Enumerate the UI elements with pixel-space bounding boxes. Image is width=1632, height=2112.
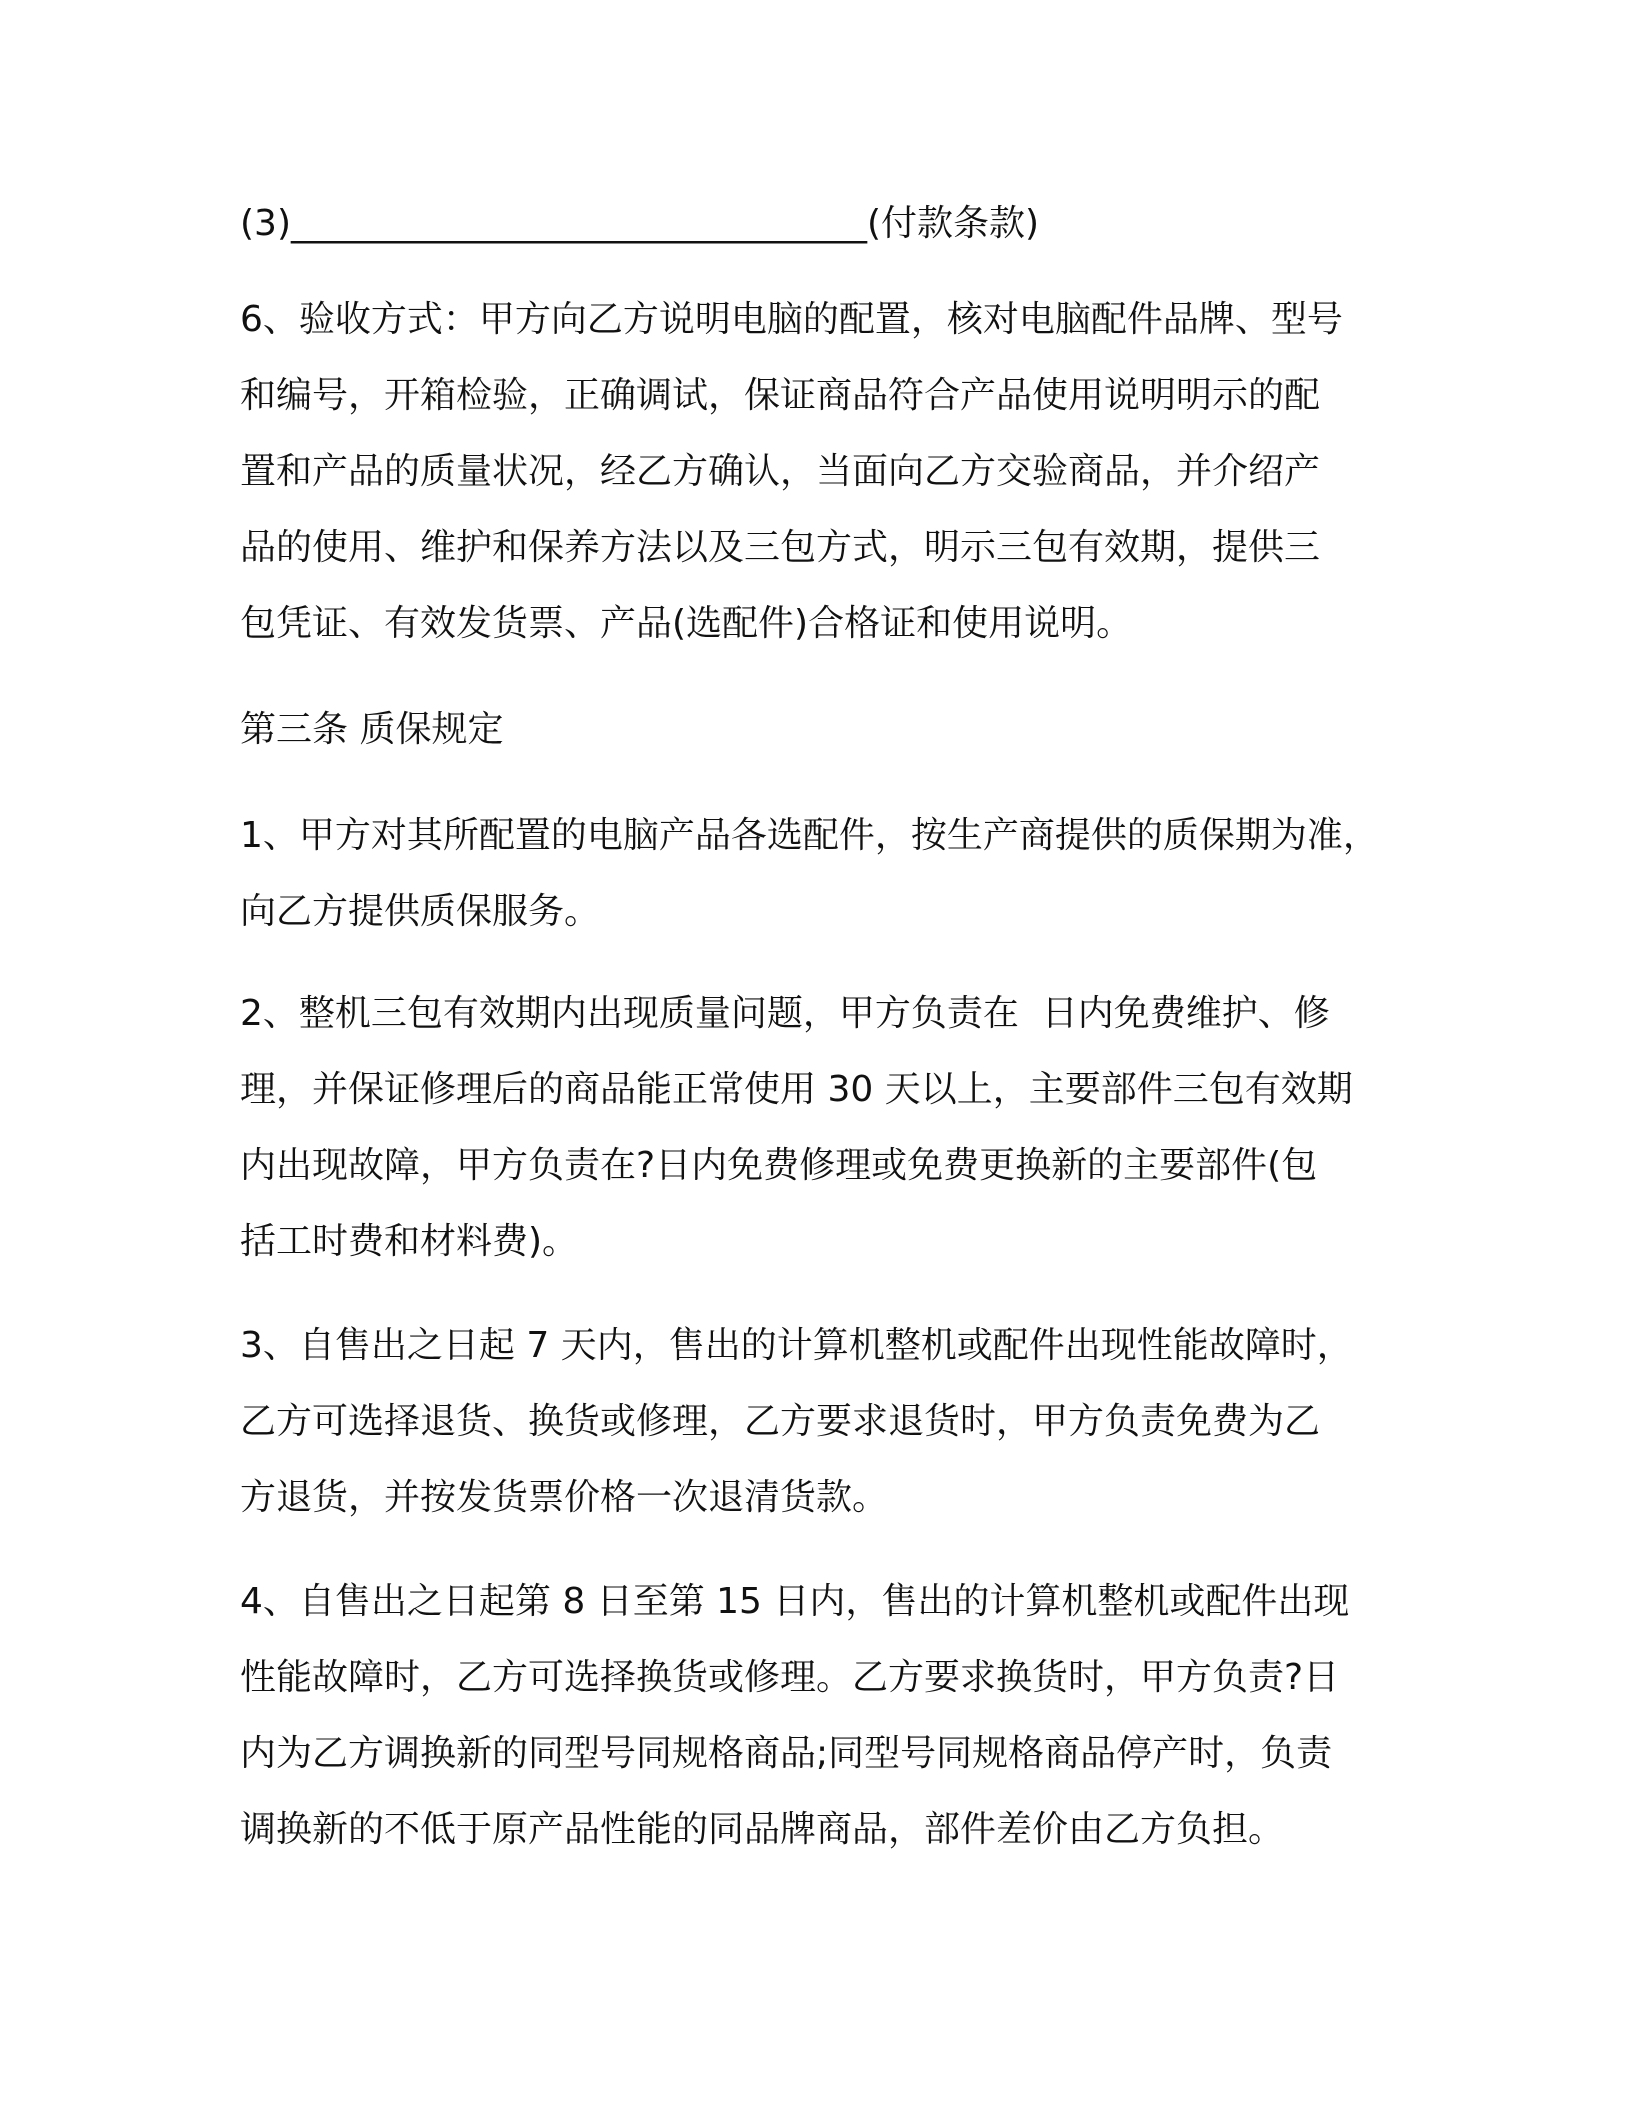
clause-3-line-1: 3、自售出之日起 7 天内，售出的计算机整机或配件出现性能故障时， (240, 1325, 1353, 1366)
acceptance-paragraph-line-1: 6、验收方式：甲方向乙方说明电脑的配置，核对电脑配件品牌、型号 (240, 299, 1343, 340)
acceptance-paragraph-line-3: 置和产品的质量状况，经乙方确认，当面向乙方交验商品，并介绍产 (240, 451, 1321, 492)
clause-4-line-2: 性能故障时，乙方可选择换货或修理。乙方要求换货时，甲方负责?日 (240, 1657, 1340, 1698)
clause-2-line-1: 2、整机三包有效期内出现质量问题，甲方负责在 日内免费维护、修 (240, 993, 1330, 1034)
section-heading: 第三条 质保规定 (240, 709, 504, 750)
clause-4-line-4: 调换新的不低于原产品性能的同品牌商品，部件差价由乙方负担。 (240, 1809, 1285, 1850)
acceptance-paragraph-line-4: 品的使用、维护和保养方法以及三包方式，明示三包有效期，提供三 (240, 527, 1321, 568)
acceptance-paragraph-line-5: 包凭证、有效发货票、产品(选配件)合格证和使用说明。 (240, 603, 1133, 644)
payment-terms-line: (3)________________________________(付款条款) (240, 203, 1040, 244)
clause-4-line-1: 4、自售出之日起第 8 日至第 15 日内，售出的计算机整机或配件出现 (240, 1581, 1350, 1622)
clause-4-line-3: 内为乙方调换新的同型号同规格商品;同型号同规格商品停产时，负责 (240, 1733, 1333, 1774)
clause-2-line-2: 理，并保证修理后的商品能正常使用 30 天以上，主要部件三包有效期 (240, 1069, 1353, 1110)
clause-2-line-4: 括工时费和材料费)。 (240, 1221, 579, 1262)
clause-3-line-2: 乙方可选择退货、换货或修理，乙方要求退货时，甲方负责免费为乙 (240, 1401, 1321, 1442)
acceptance-paragraph-line-2: 和编号，开箱检验，正确调试，保证商品符合产品使用说明明示的配 (240, 375, 1321, 416)
clause-1-line-1: 1、甲方对其所配置的电脑产品各选配件，按生产商提供的质保期为准， (240, 815, 1379, 856)
clause-1-line-2: 向乙方提供质保服务。 (240, 891, 601, 932)
clause-3-line-3: 方退货，并按发货票价格一次退清货款。 (240, 1477, 889, 1518)
clause-2-line-3: 内出现故障，甲方负责在?日内免费修理或免费更换新的主要部件(包 (240, 1145, 1318, 1186)
